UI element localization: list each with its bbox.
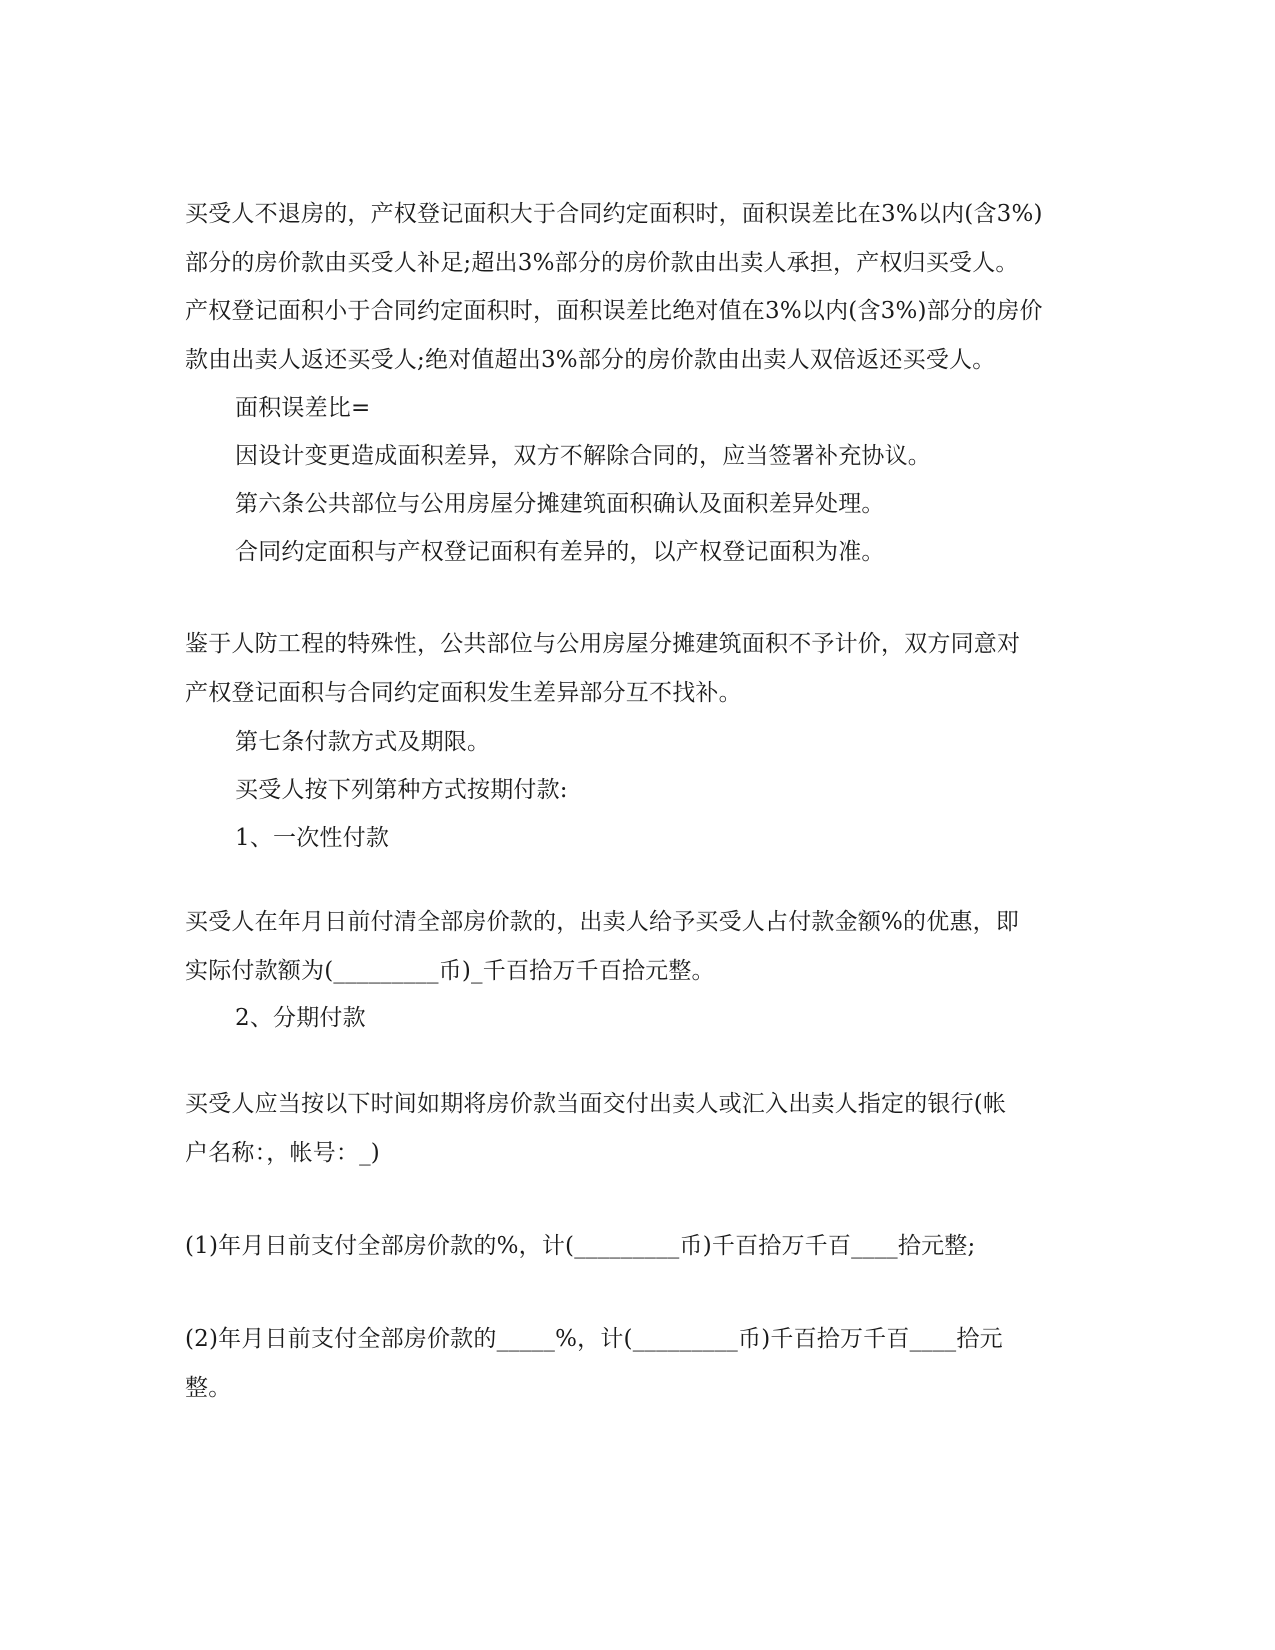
text-line: 鉴于人防工程的特殊性，公共部位与公用房屋分摊建筑面积不予计价，双方同意对 xyxy=(185,631,1021,657)
paragraph-area-error-ratio xyxy=(235,384,1075,433)
paragraph-area-basis xyxy=(235,528,1075,577)
text-line: 买受人按下列第种方式按期付款: xyxy=(235,777,568,803)
item-installment-payment xyxy=(235,994,1075,1043)
text-line: 面积误差比= xyxy=(235,395,371,421)
text-line: 部分的房价款由买受人补足;超出3%部分的房价款由出卖人承担，产权归买受人。 xyxy=(185,249,1019,276)
installment-item-2 xyxy=(185,1315,1075,1412)
text-line: 实际付款额为(_________币)_千百拾万千百拾元整。 xyxy=(185,957,715,984)
text-line: 1、一次性付款 xyxy=(235,825,390,851)
text-line: (2)年月日前支付全部房价款的_____%，计(_________币)千百拾万千百____拾元 xyxy=(185,1326,1003,1352)
article-7-heading xyxy=(235,718,1075,767)
paragraph-area-error-refund xyxy=(185,190,1075,384)
text-line: 产权登记面积小于合同约定面积时，面积误差比绝对值在3%以内(含3%)部分的房价 xyxy=(185,298,1043,324)
installment-item-1 xyxy=(185,1222,1075,1271)
text-line: 款由出卖人返还买受人;绝对值超出3%部分的房价款由出卖人双倍返还买受人。 xyxy=(185,346,996,373)
item-lump-sum-payment xyxy=(235,814,1075,863)
paragraph-design-change xyxy=(235,432,1075,481)
text-line: 2、分期付款 xyxy=(235,1005,366,1031)
text-line: (1)年月日前支付全部房价款的%，计(_________币)千百拾万千百____拾元整; xyxy=(185,1233,976,1259)
paragraph-payment-method xyxy=(235,766,1075,815)
text-line: 因设计变更造成面积差异，双方不解除合同的，应当签署补充协议。 xyxy=(235,443,931,469)
paragraph-lump-sum-discount xyxy=(185,898,1075,995)
text-line: 户名称：，帐号：_) xyxy=(185,1139,380,1166)
text-line: 第七条付款方式及期限。 xyxy=(235,729,491,755)
text-line: 合同约定面积与产权登记面积有差异的，以产权登记面积为准。 xyxy=(235,539,885,565)
article-6-heading xyxy=(235,480,1075,529)
text-line: 第六条公共部位与公用房屋分摊建筑面积确认及面积差异处理。 xyxy=(235,491,885,517)
paragraph-civil-defense xyxy=(185,620,1075,717)
text-line: 整。 xyxy=(185,1374,232,1401)
text-line: 买受人不退房的，产权登记面积大于合同约定面积时，面积误差比在3%以内(含3%) xyxy=(185,201,1043,227)
text-line: 买受人应当按以下时间如期将房价款当面交付出卖人或汇入出卖人指定的银行(帐 xyxy=(185,1091,1007,1117)
text-line: 买受人在年月日前付清全部房价款的，出卖人给予买受人占付款金额%的优惠，即 xyxy=(185,909,1020,935)
text-line: 产权登记面积与合同约定面积发生差异部分互不找补。 xyxy=(185,679,742,706)
paragraph-installment-bank xyxy=(185,1080,1075,1177)
